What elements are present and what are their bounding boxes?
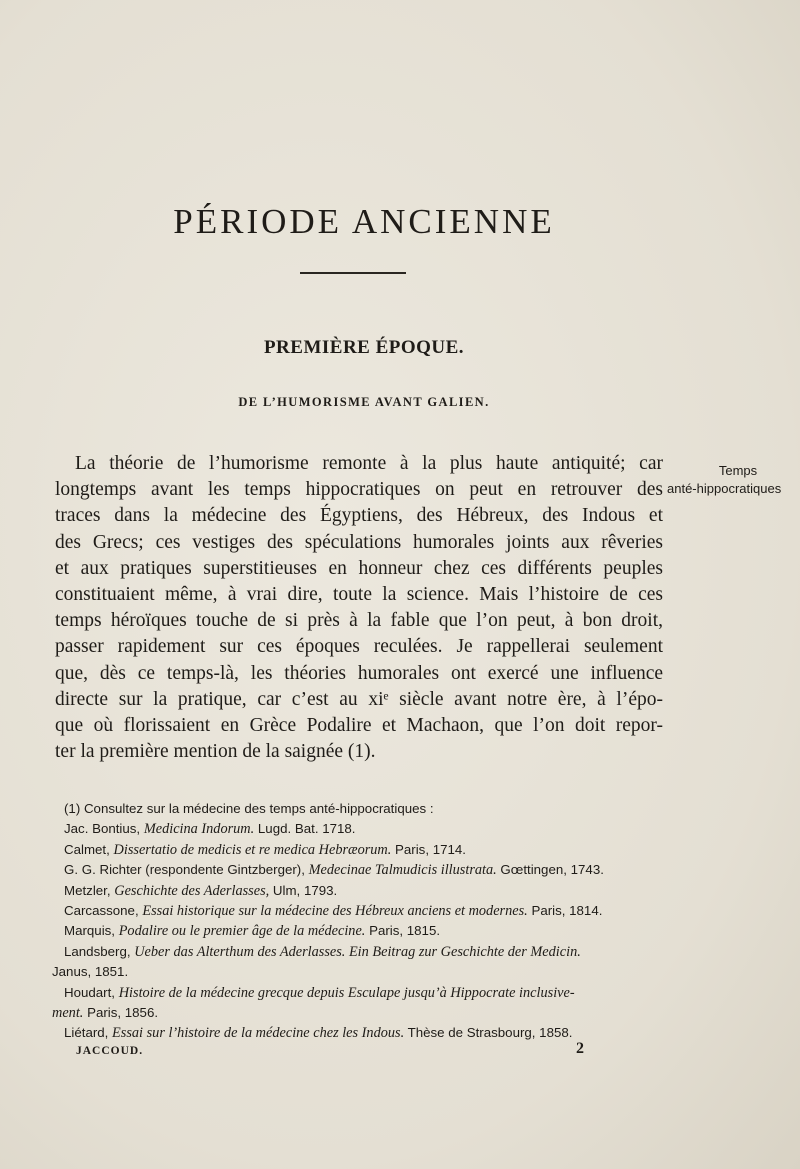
- reference-title: Essai sur l’histoire de la médecine chez les Indous.: [112, 1025, 405, 1042]
- reference-author: Houdart,: [64, 984, 119, 1000]
- reference-title: Essai historique sur la médecine des Hébreux anciens et modernes.: [142, 903, 528, 920]
- body-line: que où florissaient en Grèce Podalire et Machaon, que l’on doit repor-: [55, 715, 663, 737]
- title-rule: [300, 272, 406, 274]
- body-line: que, dès ce temps-là, les théories humorales ont exercé une influence: [55, 662, 663, 684]
- body-line: constituaient même, à vrai dire, toute la science. Mais l’histoire de ces: [55, 584, 663, 606]
- reference-details: Paris, 1814.: [527, 903, 603, 919]
- reference-author: Marquis,: [64, 923, 119, 939]
- footnotes: [52, 799, 670, 1044]
- footnote-reference: [64, 901, 670, 921]
- body-line: des Grecs; ces vestiges des spéculations humorales joints aux rêveries: [55, 531, 663, 553]
- reference-details: Janus, 1851.: [52, 964, 129, 980]
- reference-details: Lugd. Bat. 1718.: [254, 821, 356, 837]
- footnote-intro: (1) Consultez sur la médecine des temps anté-hippocratiques :: [64, 801, 434, 816]
- signature-mark: 2: [576, 1040, 584, 1057]
- footnote-reference: [64, 819, 670, 839]
- reference-author: G. G. Richter (respondente Gintzberger),: [64, 862, 309, 878]
- footnote-reference: [64, 921, 670, 941]
- margin-note-line: anté-hippocratiques: [667, 481, 782, 496]
- footnote-reference: [64, 881, 670, 901]
- reference-title: Medecinae Talmudicis illustrata.: [308, 862, 497, 879]
- footnote-reference: [64, 942, 670, 962]
- reference-details: Ulm, 1793.: [269, 882, 338, 898]
- body-line: ter la première mention de la saignée (1).: [55, 741, 376, 763]
- period-title: PÉRIODE ANCIENNE: [173, 202, 555, 241]
- body-line: et aux pratiques superstitieuses en honneur chez ces différents peuples: [55, 557, 663, 579]
- chapter-subtitle: DE L’HUMORISME AVANT GALIEN.: [238, 395, 490, 409]
- reference-author: Calmet,: [64, 841, 114, 857]
- reference-author: Metzler,: [64, 882, 115, 898]
- reference-details: Gœttingen, 1743.: [496, 862, 604, 878]
- body-line: traces dans la médecine des Égyptiens, des Hébreux, des Indous et: [55, 505, 663, 527]
- body-paragraph: [55, 451, 663, 765]
- reference-title: Podalire ou le premier âge de la médecine.: [118, 923, 366, 940]
- reference-title: Ueber das Alterthum des Aderlasses. Ein Beitrag zur Geschichte der Medicin.: [134, 943, 581, 960]
- reference-author: Landsberg,: [64, 943, 135, 959]
- footnote-reference: [52, 1003, 670, 1023]
- reference-details: Paris, 1714.: [391, 841, 466, 857]
- body-line: longtemps avant les temps hippocratiques on peut en retrouver des: [55, 479, 663, 501]
- reference-author: Carcassone,: [64, 903, 143, 919]
- reference-author: Jac. Bontius,: [64, 821, 144, 837]
- footnote-reference: [64, 840, 670, 860]
- reference-details: Paris, 1856.: [83, 1005, 159, 1021]
- body-line: temps héroïques touche de si près à la fable que l’on peut, à bon droit,: [55, 610, 663, 632]
- footnote-references: [52, 819, 670, 1043]
- reference-details: Thèse de Strasbourg, 1858.: [404, 1025, 573, 1041]
- margin-note-line: Temps: [718, 463, 758, 478]
- footnote-reference: [64, 983, 670, 1003]
- reference-title: Dissertatio de medicis et re medica Hebræorum.: [113, 841, 392, 858]
- margin-note: [668, 462, 800, 498]
- footer-author: JACCOUD.: [76, 1045, 144, 1057]
- reference-title: Geschichte des Aderlasses,: [114, 882, 270, 899]
- footnote-reference: [64, 860, 670, 880]
- reference-title: ment.: [52, 1005, 84, 1022]
- reference-author: Liétard,: [64, 1025, 113, 1041]
- reference-title: Histoire de la médecine grecque depuis Esculape jusqu’à Hippocrate inclusive-: [118, 984, 575, 1001]
- reference-details: Paris, 1815.: [365, 923, 441, 939]
- reference-title: Medicina Indorum.: [143, 821, 255, 838]
- epoch-heading: PREMIÈRE ÉPOQUE.: [263, 337, 465, 358]
- body-line: passer rapidement sur ces époques reculées. Je rappellerai seulement: [55, 636, 663, 658]
- footnote-reference: [52, 962, 670, 982]
- body-line: directe sur la pratique, car c’est au xiᵉ siècle avant notre ère, à l’épo-: [55, 688, 663, 710]
- body-line: La théorie de l’humorisme remonte à la plus haute antiquité; car: [75, 453, 663, 474]
